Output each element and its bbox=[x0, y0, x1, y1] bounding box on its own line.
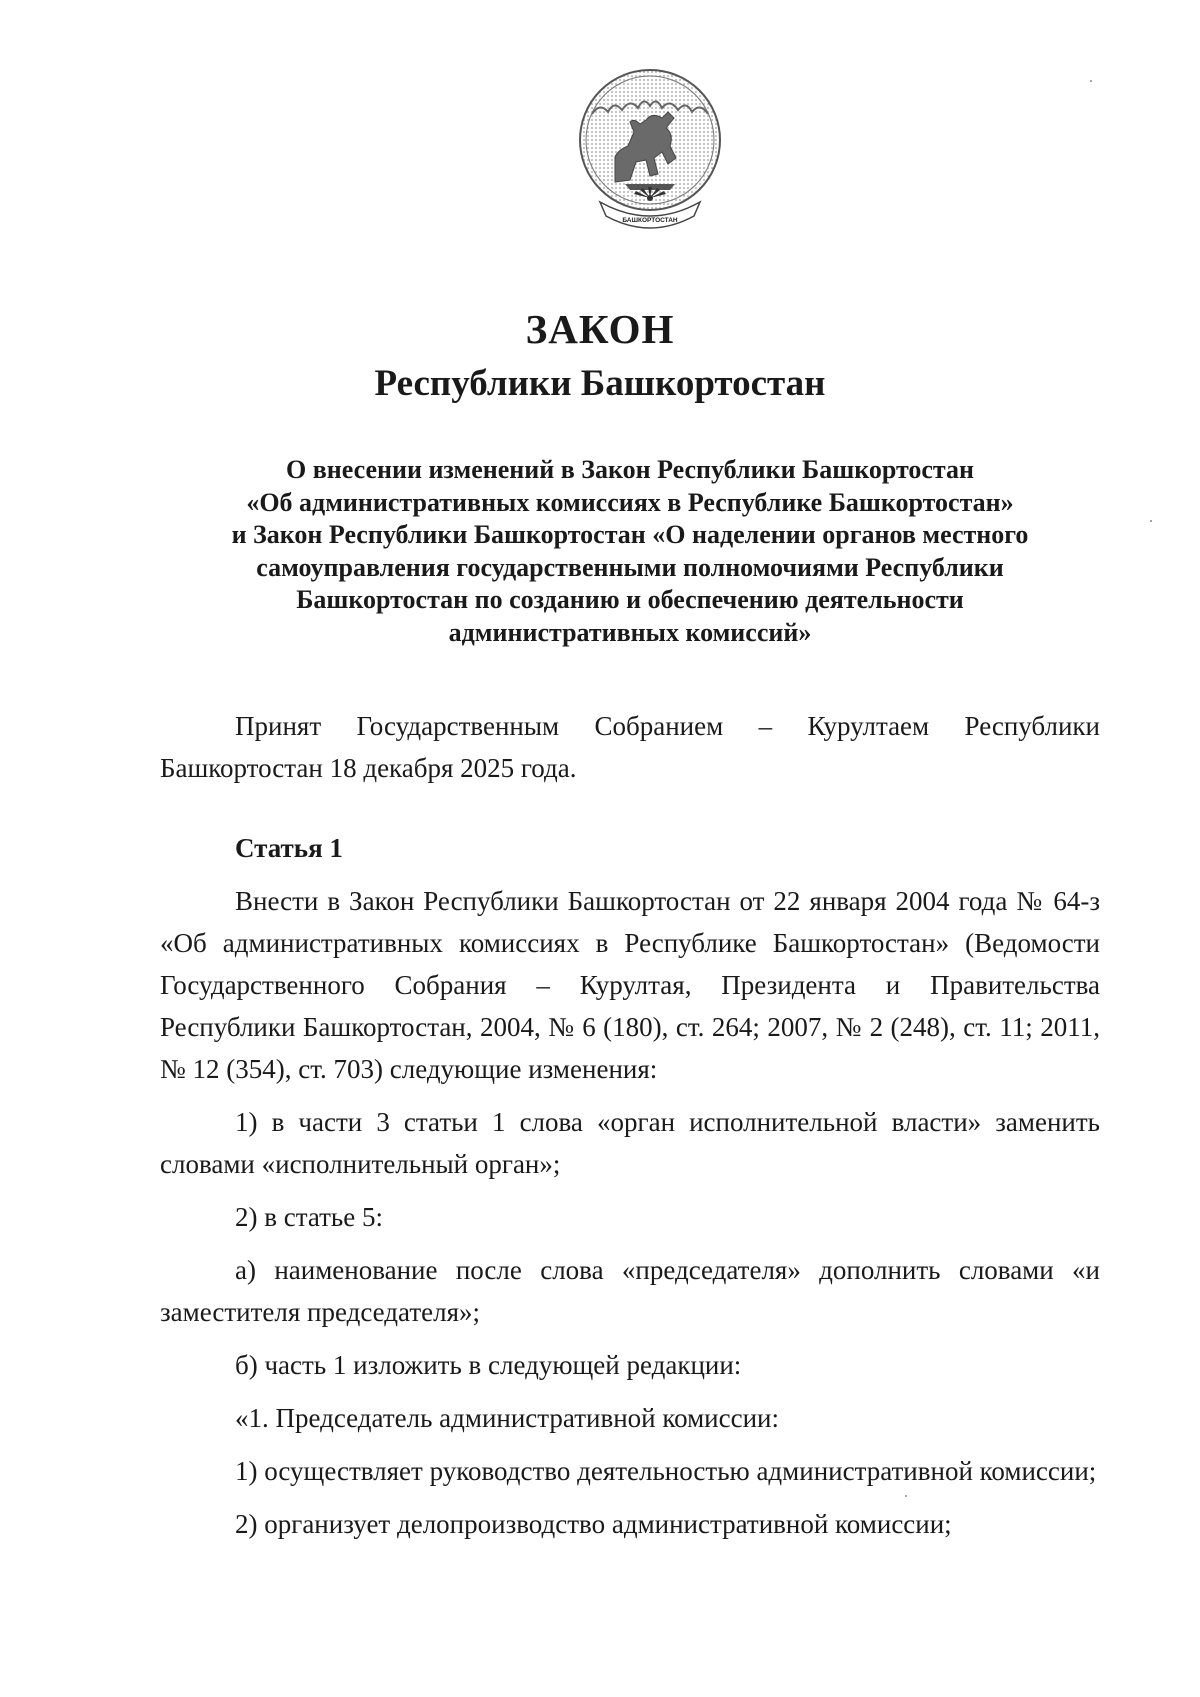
document-title-sub: Республики Башкортостан bbox=[374, 363, 826, 404]
article-paragraph: а) наименование после слова «председателя» дополнить словами «и заместителя председателя»; bbox=[160, 1255, 1100, 1327]
scan-speck bbox=[1150, 520, 1152, 522]
subject-line: О внесении изменений в Закон Республики Башкортостан bbox=[286, 455, 974, 484]
bashkortostan-coat-of-arms-icon bbox=[570, 62, 730, 242]
article-paragraph: 2) в статье 5: bbox=[235, 1202, 383, 1232]
subject-line: административных комиссий» bbox=[448, 617, 812, 647]
scan-speck bbox=[1090, 80, 1092, 82]
adoption-statement: Принят Государственным Собранием – Курултаем Республики Башкортостан 18 декабря 2025 года. bbox=[160, 711, 1100, 783]
article-paragraph: б) часть 1 изложить в следующей редакции: bbox=[235, 1350, 742, 1380]
article-paragraph: 1) в части 3 статьи 1 слова «орган исполнительной власти» заменить словами «исполнительный орган»; bbox=[160, 1107, 1100, 1179]
subject-line: «Об административных комиссиях в Республике Башкортостан» bbox=[246, 487, 1014, 517]
emblem-ribbon-text: БАШКОРТОСТАН bbox=[622, 217, 678, 224]
article-paragraph: «1. Председатель административной комиссии: bbox=[235, 1403, 779, 1433]
adoption-statement-block bbox=[160, 705, 1100, 789]
article-paragraph: Внести в Закон Республики Башкортостан от 22 января 2004 года № 64-з «Об административных комиссиях в Республике Башкортостан» (Ведомости Государственного Собрания – Курултая, Президента и Правительства Республики Башкортостан, 2004, № 6 (180), ст. 264; 2007, № 2 (248), ст. 11; 2011, № 12 (354), ст. 703) следующие изменения: bbox=[160, 886, 1100, 1084]
document-title: ЗАКОН bbox=[525, 306, 675, 352]
article-body bbox=[160, 880, 1100, 1556]
article-paragraph: 2) организует делопроизводство административной комиссии; bbox=[235, 1509, 952, 1539]
document-subject bbox=[160, 454, 1100, 649]
subject-line: и Закон Республики Башкортостан «О наделении органов местного bbox=[231, 520, 1029, 549]
article-paragraph: 1) осуществляет руководство деятельностью административной комиссии; bbox=[235, 1456, 1097, 1486]
scan-speck bbox=[905, 1495, 907, 1497]
article-heading: Статья 1 bbox=[235, 833, 343, 863]
subject-line: самоуправления государственными полномочиями Республики bbox=[256, 552, 1004, 582]
subject-line: Башкортостан по созданию и обеспечению деятельности bbox=[296, 585, 964, 614]
